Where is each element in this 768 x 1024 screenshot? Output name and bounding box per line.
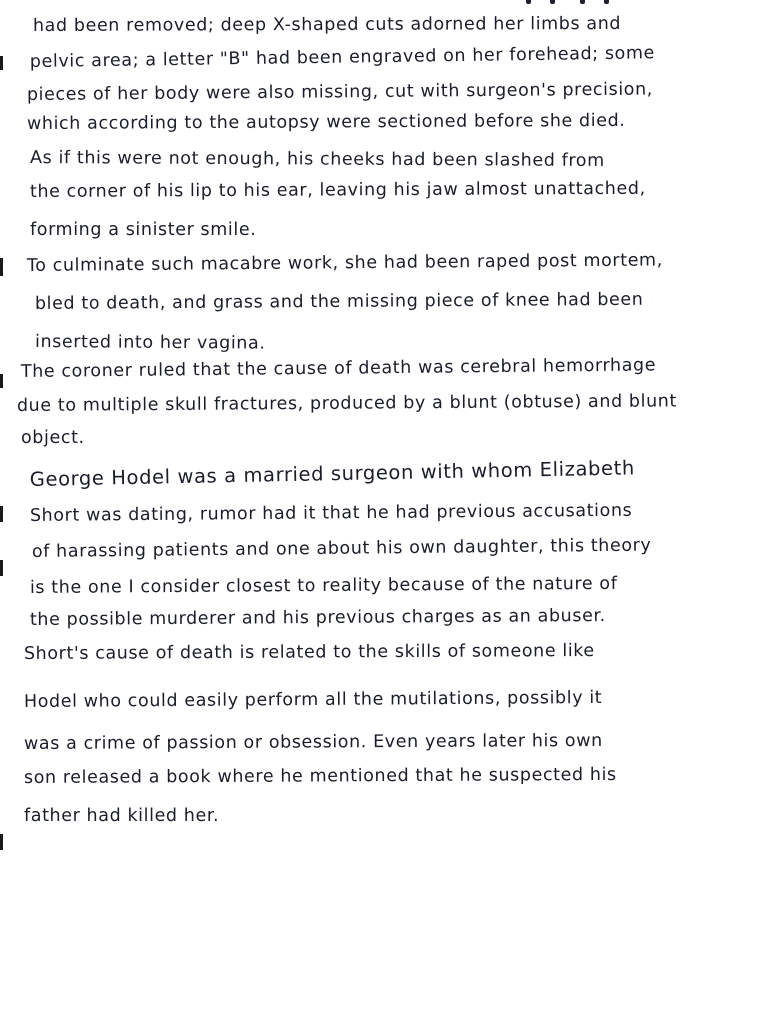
text-line: To culminate such macabre work, she had been raped post mortem,: [26, 250, 663, 276]
text-line: pieces of her body were also missing, cut with surgeon's precision,: [26, 79, 653, 105]
text-line: bled to death, and grass and the missing piece of knee had been: [34, 289, 644, 314]
text-line: due to multiple skull fractures, produced by a blunt (obtuse) and blunt: [16, 391, 677, 416]
text-line: The coroner ruled that the cause of death was cerebral hemorrhage: [20, 355, 657, 382]
text-line: Short was dating, rumor had it that he had previous accusations: [29, 500, 633, 526]
text-line: inserted into her vagina.: [34, 332, 266, 354]
text-line: the possible murderer and his previous charges as an abuser.: [29, 605, 606, 630]
text-line: the corner of his lip to his ear, leaving his jaw almost unattached,: [29, 178, 646, 202]
text-line: is the one I consider closest to reality because of the nature of: [29, 573, 618, 598]
text-line: object.: [21, 428, 85, 448]
text-line: George Hodel was a married surgeon with whom Elizabeth: [29, 456, 636, 491]
text-line: forming a sinister smile.: [30, 220, 257, 240]
text-line: which according to the autopsy were sectioned before she died.: [26, 110, 626, 134]
ink-speck: [520, 0, 615, 5]
text-line: Short's cause of death is related to the skills of someone like: [23, 641, 595, 664]
text-line: son released a book where he mentioned that he suspected his: [23, 764, 617, 788]
text-line: was a crime of passion or obsession. Even years later his own: [23, 730, 603, 754]
text-line: Hodel who could easily perform all the mutilations, possibly it: [23, 687, 603, 712]
text-line: pelvic area; a letter "B" had been engraved on her forehead; some: [29, 43, 656, 72]
text-line: As if this were not enough, his cheeks had been slashed from: [29, 148, 605, 172]
text-line: had been removed; deep X-shaped cuts adorned her limbs and: [32, 13, 622, 36]
text-line: father had killed her.: [24, 806, 220, 826]
text-line: of harassing patients and one about his own daughter, this theory: [31, 535, 652, 562]
